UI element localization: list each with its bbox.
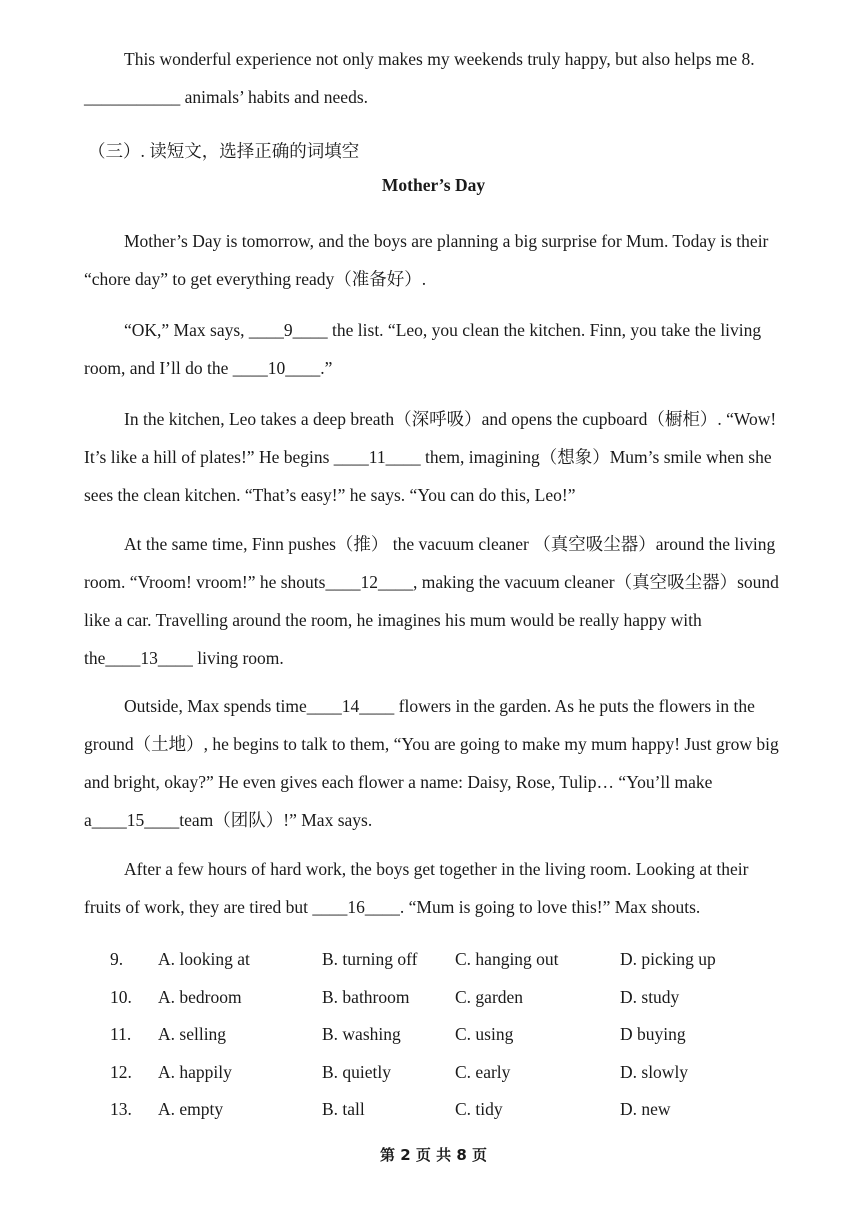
option-d: D buying xyxy=(620,1024,686,1044)
option-b: B. quietly xyxy=(322,1061,392,1082)
paragraph-3: In the kitchen, Leo takes a deep breath（深呼吸）and opens the cupboard（橱柜）. “Wow! It’s like a hill of plates!” He begins ____11____ them, imagining（想象）Mum’s smile when she sees the clean kitchen. “That’s easy!” he says. “You can do this, Leo!” xyxy=(84,409,777,505)
option-c: C. garden xyxy=(455,986,524,1007)
option-d: D. new xyxy=(620,1099,671,1119)
option-d: D. slowly xyxy=(620,1061,689,1082)
passage-title: Mother’s Day xyxy=(381,175,486,195)
paragraph-6: After a few hours of hard work, the boys get together in the living room. Looking at their fruits of work, they are tired but ____16____. “Mum is going to love this!” Max shouts. xyxy=(84,859,749,917)
option-c: C. early xyxy=(455,1061,511,1082)
option-a: A. empty xyxy=(158,1099,224,1119)
option-d: D. study xyxy=(620,986,680,1007)
paragraph-4: At the same time, Finn pushes（推） the vacuum cleaner （真空吸尘器）around the living room. “Vroom! vroom!” he shouts____12____, making the vacuum cleaner（真空吸尘器）sound like a car. Travelling around the room, he imagines his mum would be really happy with the____13____ living room. xyxy=(84,534,779,668)
section-heading: （三）. 读短文，选择正确的词填空 xyxy=(88,141,360,161)
paragraph-5: Outside, Max spends time____14____ flowers in the garden. As he puts the flowers in the ground（土地）, he begins to talk to them, “You are going to make my mum happy! Just grow big and bright, okay?” He even gives each flower a name: Daisy, Rose, Tulip… “You’ll make a____15____team（团队）!” Max says. xyxy=(84,696,779,830)
option-c: C. using xyxy=(455,1024,514,1044)
option-b: B. tall xyxy=(322,1099,365,1119)
option-a: A. bedroom xyxy=(158,986,242,1007)
question-number: 13. xyxy=(110,1099,132,1119)
option-c: C. hanging out xyxy=(455,949,559,969)
option-a: A. happily xyxy=(158,1061,232,1082)
paragraph-2: “OK,” Max says, ____9____ the list. “Leo, you clean the kitchen. Finn, you take the living room, and I’ll do the ____10____.” xyxy=(84,320,762,378)
option-d: D. picking up xyxy=(620,949,716,969)
page-footer: 第 2 页 共 8 页 xyxy=(380,1146,487,1164)
option-b: B. bathroom xyxy=(322,986,410,1007)
question-number: 9. xyxy=(110,949,124,969)
question-number: 12. xyxy=(110,1061,132,1082)
option-c: C. tidy xyxy=(455,1099,503,1119)
paragraph-1: Mother’s Day is tomorrow, and the boys are planning a big surprise for Mum. Today is their “chore day” to get everything ready（准备好）. xyxy=(84,231,769,289)
option-a: A. selling xyxy=(158,1024,227,1044)
question-number: 10. xyxy=(110,986,132,1007)
question-number: 11. xyxy=(110,1024,132,1044)
option-b: B. washing xyxy=(322,1024,401,1044)
option-a: A. looking at xyxy=(158,949,250,969)
paragraph-intro-end: This wonderful experience not only makes my weekends truly happy, but also helps me 8. ___________ animals’ habits and needs. xyxy=(84,49,755,107)
option-b: B. turning off xyxy=(322,949,418,969)
